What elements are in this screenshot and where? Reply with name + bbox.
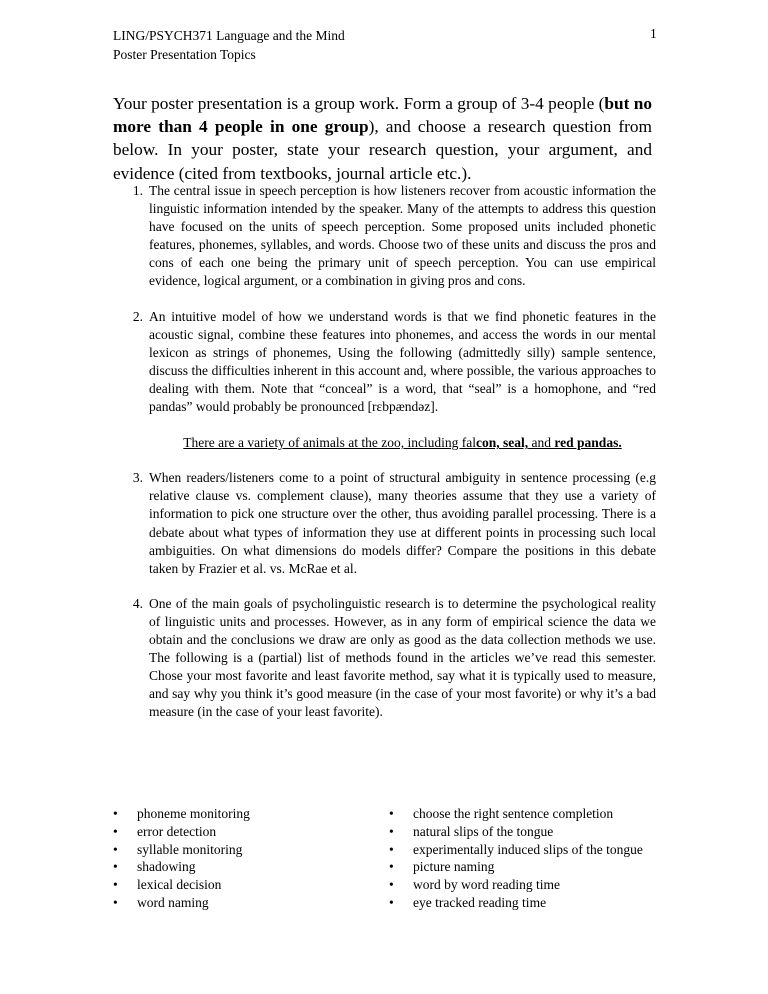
example-bold: con, seal, <box>476 435 529 451</box>
list-item: • picture naming <box>389 858 643 876</box>
list-item: • natural slips of the tongue <box>389 823 643 841</box>
intro-text-1: Your poster presentation is a group work. Form a group of 3-4 people ( <box>113 94 605 113</box>
list-item: • lexical decision <box>113 876 250 894</box>
question-list <box>113 182 656 738</box>
question-number: 4. <box>132 595 143 611</box>
list-item: • syllable monitoring <box>113 841 250 859</box>
page-header <box>113 26 345 64</box>
example-text: There are a variety of animals at the zoo, including fal <box>183 435 477 451</box>
question-item-3 <box>113 469 656 578</box>
page-number: 1 <box>650 26 657 41</box>
question-number: 1. <box>132 183 143 198</box>
methods-list-right <box>389 805 643 912</box>
question-number: 3. <box>132 470 143 486</box>
list-item: • phoneme monitoring <box>113 805 250 823</box>
example-sentence <box>149 434 656 452</box>
question-item-4 <box>113 595 656 722</box>
list-item: • eye tracked reading time <box>389 894 643 912</box>
list-item: • shadowing <box>113 858 250 876</box>
example-bold: red pandas. <box>554 435 622 451</box>
intro-paragraph <box>113 92 652 185</box>
question-number: 2. <box>132 308 143 324</box>
intro-bold: but no more than 4 people in one group <box>113 94 652 137</box>
list-item: • word by word reading time <box>389 876 643 894</box>
question-text: When readers/listeners come to a point of structural ambiguity in sentence processing (e.g relative clause vs. complement clause), many theories assume that they use a variety of information to pick one structure over the other, thus avoiding parallel processing. There is a debate about what types of information they use at different points in processing such local ambiguities. On what dimensions do models differ? Compare the positions in this debate taken by Frazier et al. vs. McRae et al. <box>149 470 656 576</box>
example-text: and <box>528 435 555 451</box>
question-text: An intuitive model of how we understand words is that we find phonetic features in the acoustic signal, combine these features into phonemes, and access the words in our mental lexicon as strings of phonemes, Using the following (admittedly silly) sample sentence, discuss the difficulties inherent in this account and, where possible, the various approaches to dealing with them. Note that “conceal” is a word, that “seal” is a homophone, and “red pandas” would probably be pronounced [rɛbpændəz]. <box>149 308 656 415</box>
document-subtitle: Poster Presentation Topics <box>113 47 256 62</box>
methods-list-left <box>113 805 250 912</box>
course-title: LING/PSYCH371 Language and the Mind <box>113 28 345 43</box>
question-item-2 <box>113 308 656 453</box>
list-item: • word naming <box>113 894 250 912</box>
list-item: • choose the right sentence completion <box>389 805 643 823</box>
question-text: One of the main goals of psycholinguistic research is to determine the psychological reality of linguistic units and processes. However, as in any form of empirical science the data we obtain and the conclusions we draw are only as good as the data collection methods we use. The following is a (partial) list of methods found in the articles we’ve read this semester. Chose your most favorite and least favorite method, say what it is typically used to measure, and say why you think it’s good measure (in the case of your most favorite) or why it’s a bad measure (in the case of your least favorite). <box>149 595 656 720</box>
question-item-1 <box>113 182 656 291</box>
intro-text-2: ), and choose a research question from below. In your poster, state your research question, your argument, and evidence (cited from textbooks, journal article etc.). <box>113 117 652 183</box>
list-item: • error detection <box>113 823 250 841</box>
question-text: The central issue in speech perception is how listeners recover from acoustic information the linguistic information intended by the speaker. Many of the attempts to address this question have focused on the units of speech perception. Some proposed units included phonetic features, phonemes, syllables, and words. Choose two of these units and discuss the pros and cons of each one being the primary unit of speech perception. You can use empirical evidence, logical argument, or a combination in giving pros and cons. <box>149 183 656 289</box>
list-item: • experimentally induced slips of the tongue <box>389 841 643 859</box>
